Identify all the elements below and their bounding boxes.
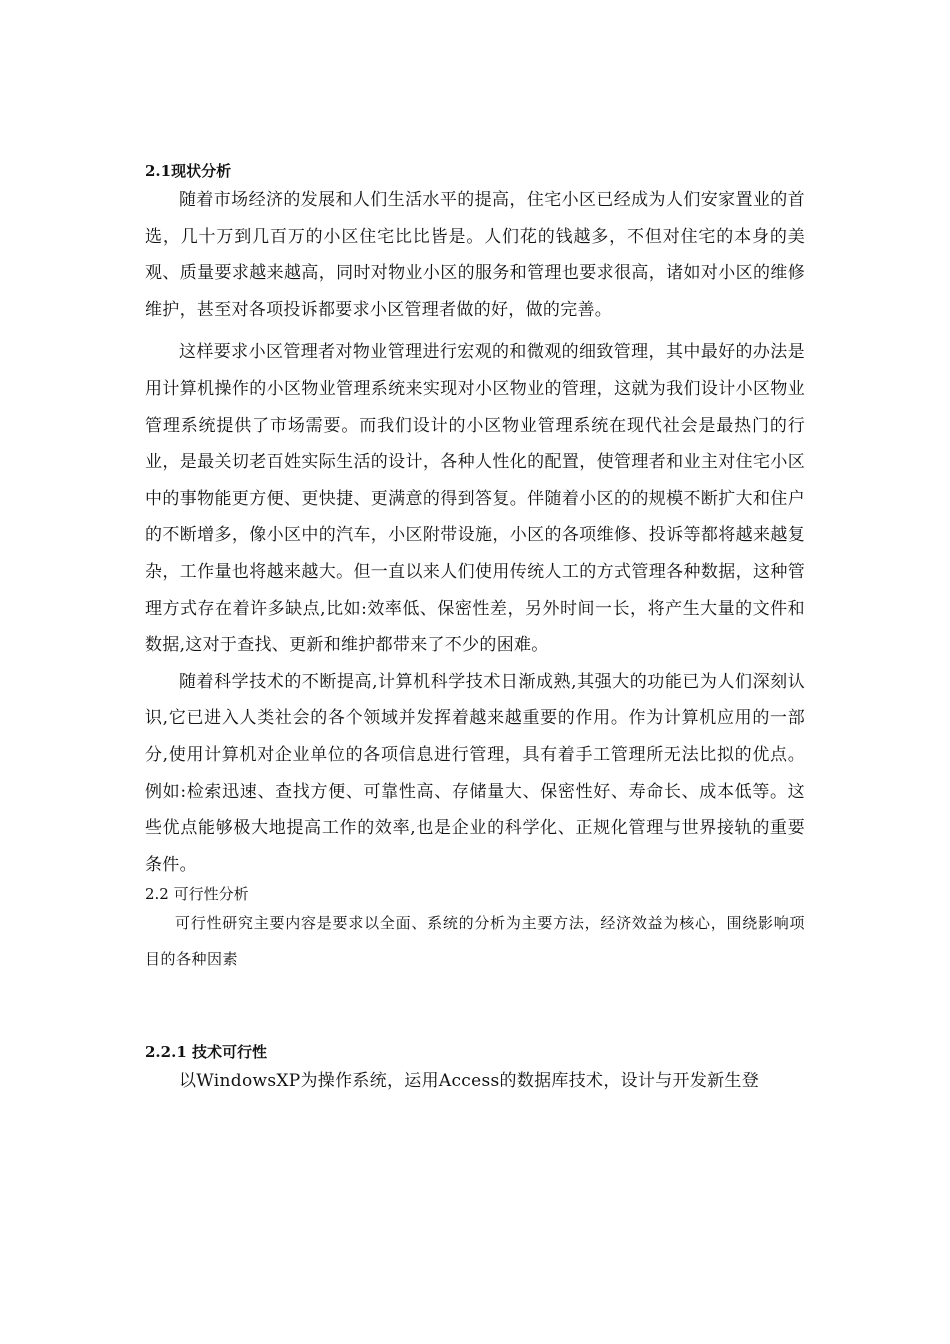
paragraph: 随着科学技术的不断提高,计算机科学技术日渐成熟,其强大的功能已为人们深刻认识,它已进入人类社会的各个领域并发挥着越来越重要的作用。作为计算机应用的一部分,使用计算机对企业单位的各项信息进行管理，具有着手工管理所无法比拟的优点。例如:检索迅速、查找方便、可靠性高、存储量大、保密性好、寿命长、成本低等。这些优点能够极大地提高工作的效率,也是企业的科学化、正规化管理与世界接轨的重要条件。	[145, 671, 805, 875]
section-heading-2-2: 2.2 可行性分析	[145, 885, 249, 904]
section-heading-2-1: 2.1现状分析	[145, 162, 232, 180]
section-heading-2-2-1: 2.2.1 技术可行性	[145, 1043, 267, 1062]
paragraph: 可行性研究主要内容是要求以全面、系统的分析为主要方法，经济效益为核心，围绕影响项目的各种因素	[145, 914, 805, 969]
paragraph: 随着市场经济的发展和人们生活水平的提高，住宅小区已经成为人们安家置业的首选，几十万到几百万的小区住宅比比皆是。人们花的钱越多，不但对住宅的本身的美观、质量要求越来越高，同时对物业小区的服务和管理也要求很高，诸如对小区的维修维护，甚至对各项投诉都要求小区管理者做的好，做的完善。	[145, 190, 805, 320]
paragraph: 这样要求小区管理者对物业管理进行宏观的和微观的细致管理，其中最好的办法是用计算机操作的小区物业管理系统来实现对小区物业的管理，这就为我们设计小区物业管理系统提供了市场需要。而我们设计的小区物业管理系统在现代社会是最热门的行业，是最关切老百姓实际生活的设计，各种人性化的配置，使管理者和业主对住宅小区中的事物能更方便、更快捷、更满意的得到答复。伴随着小区的的规模不断扩大和住户的不断增多，像小区中的汽车，小区附带设施，小区的各项维修、投诉等都将越来越复杂，工作量也将越来越大。但一直以来人们使用传统人工的方式管理各种数据，这种管理方式存在着许多缺点,比如:效率低、保密性差，另外时间一长，将产生大量的文件和数据,这对于查找、更新和维护都带来了不少的困难。	[145, 342, 805, 656]
document-body	[145, 160, 805, 1100]
paragraph: 以WindowsXP为操作系统，运用Access的数据库技术，设计与开发新生登	[179, 1071, 760, 1092]
